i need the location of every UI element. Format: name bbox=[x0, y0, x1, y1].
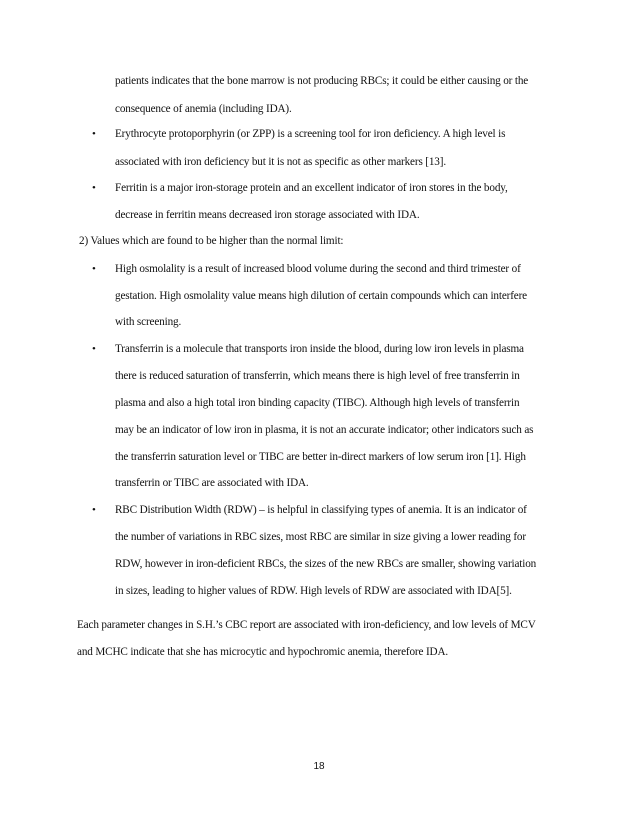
page-number: 18 bbox=[313, 761, 325, 772]
text-line: consequence of anemia (including IDA). bbox=[115, 103, 292, 115]
text-line: the number of variations in RBC sizes, most RBC are similar in size giving a lower reading for bbox=[115, 531, 526, 543]
bullet-icon: • bbox=[92, 263, 96, 275]
text-line: may be an indicator of low iron in plasma, it is not an accurate indicator; other indicators such as bbox=[115, 424, 534, 436]
bullet-icon: • bbox=[92, 182, 96, 194]
text-line: associated with iron deficiency but it is not as specific as other markers [13]. bbox=[115, 156, 446, 168]
text-line: Ferritin is a major iron-storage protein and an excellent indicator of iron stores in the body, bbox=[115, 182, 508, 194]
text-line: decrease in ferritin means decreased iron storage associated with IDA. bbox=[115, 209, 420, 221]
paragraph-line: Each parameter changes in S.H.’s CBC report are associated with iron-deficiency, and low levels of MCV bbox=[77, 619, 536, 631]
text-line: with screening. bbox=[115, 316, 182, 328]
text-line: gestation. High osmolality value means high dilution of certain compounds which can interfere bbox=[115, 290, 528, 302]
bullet-icon: • bbox=[92, 343, 96, 355]
text-line: patients indicates that the bone marrow is not producing RBCs; it could be either causing or the bbox=[115, 75, 529, 87]
bullet-icon: • bbox=[92, 504, 96, 516]
text-line: transferrin or TIBC are associated with IDA. bbox=[115, 477, 309, 489]
text-line: High osmolality is a result of increased blood volume during the second and third trimester of bbox=[115, 263, 521, 275]
text-line: RDW, however in iron-deficient RBCs, the sizes of the new RBCs are smaller, showing variation bbox=[115, 558, 537, 570]
bullet-icon: • bbox=[92, 128, 96, 140]
text-line: Erythrocyte protoporphyrin (or ZPP) is a screening tool for iron deficiency. A high level is bbox=[115, 128, 506, 140]
text-line: Transferrin is a molecule that transports iron inside the blood, during low iron levels in plasma bbox=[115, 343, 524, 355]
list-heading: 2) Values which are found to be higher than the normal limit: bbox=[79, 235, 344, 247]
text-line: in sizes, leading to higher values of RDW. High levels of RDW are associated with IDA[5]. bbox=[115, 585, 512, 597]
text-line: RBC Distribution Width (RDW) – is helpful in classifying types of anemia. It is an indicator of bbox=[115, 504, 527, 516]
text-line: the transferrin saturation level or TIBC are better in-direct markers of low serum iron [1]. High bbox=[115, 451, 526, 463]
paragraph-line: and MCHC indicate that she has microcytic and hypochromic anemia, therefore IDA. bbox=[77, 646, 449, 658]
text-line: plasma and also a high total iron binding capacity (TIBC). Although high levels of transferrin bbox=[115, 397, 520, 409]
text-line: there is reduced saturation of transferrin, which means there is high level of free transferrin in bbox=[115, 370, 520, 382]
